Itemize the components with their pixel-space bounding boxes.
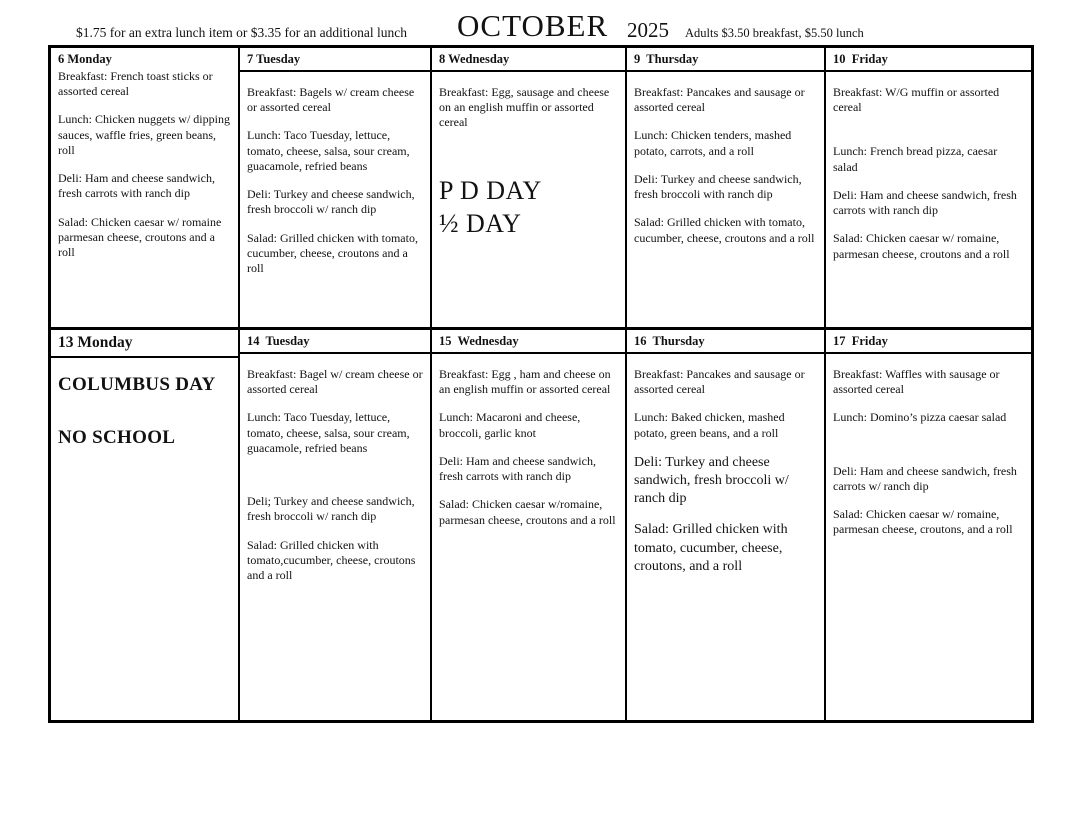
deli-menu: Deli: Ham and cheese sandwich, fresh carrots w/ ranch dip — [833, 463, 1017, 493]
deli-menu: Deli: Ham and cheese sandwich, fresh carrots with ranch dip — [439, 453, 596, 484]
day-cell-17-friday — [826, 330, 1031, 720]
document-header — [0, 0, 1080, 45]
salad-menu: Salad: Grilled chicken with tomato,cucumber, cheese, croutons and a roll — [247, 537, 416, 582]
lunch-menu: Lunch: Chicken nuggets w/ dipping sauces, waffle fries, green beans, roll — [58, 112, 230, 157]
day-label-7-tuesday: 7 Tuesday — [240, 51, 430, 72]
deli-menu: Deli: Turkey and cheese sandwich, fresh broccoli w/ ranch dip — [247, 187, 415, 217]
deli-menu: Deli: Turkey and cheese sandwich, fresh broccoli with ranch dip — [634, 171, 802, 202]
deli-menu: Deli; Turkey and cheese sandwich, fresh broccoli w/ ranch dip — [247, 494, 415, 524]
salad-menu: Salad: Chicken caesar w/ romaine parmesan cheese, croutons and a roll — [58, 214, 222, 259]
salad-menu: Salad: Grilled chicken with tomato, cucumber, cheese, croutons and a roll — [634, 215, 815, 245]
adult-price-note: Adults $3.50 breakfast, $5.50 lunch — [685, 26, 864, 40]
day-cell-14-tuesday — [240, 330, 432, 720]
deli-menu: Deli: Ham and cheese sandwich, fresh carrots with ranch dip — [833, 187, 1017, 218]
calendar-grid — [48, 45, 1034, 723]
pd-day-notice: P D DAY — [439, 175, 542, 205]
day-label-17-friday: 17 Friday — [826, 333, 1031, 354]
columbus-day-banner: COLUMBUS DAY — [58, 373, 216, 395]
salad-menu: Salad: Grilled chicken with tomato, cucumber, cheese, croutons and a roll — [247, 230, 418, 275]
day-cell-9-thursday — [627, 48, 826, 330]
day-label-8-wednesday: 8 Wednesday — [432, 51, 625, 72]
breakfast-menu: Breakfast: French toast sticks or assorted cereal — [58, 68, 213, 99]
breakfast-menu: Breakfast: Bagel w/ cream cheese or assorted cereal — [247, 366, 423, 397]
day-cell-13-monday — [51, 330, 240, 720]
breakfast-menu: Breakfast: Pancakes and sausage or assorted cereal — [634, 84, 805, 115]
no-school-banner: NO SCHOOL — [58, 427, 176, 449]
breakfast-menu: Breakfast: Egg , ham and cheese on an english muffin or assorted cereal — [439, 366, 611, 397]
day-cell-7-tuesday — [240, 48, 432, 330]
salad-menu: Salad: Chicken caesar w/ romaine, parmesan cheese, croutons and a roll — [833, 231, 1010, 261]
lunch-menu: Lunch: Macaroni and cheese, broccoli, garlic knot — [439, 410, 581, 440]
day-cell-16-thursday — [627, 330, 826, 720]
year-title: 2025 — [627, 18, 669, 42]
extra-lunch-price-note: $1.75 for an extra lunch item or $3.35 for an additional lunch — [76, 25, 408, 40]
salad-menu: Salad: Chicken caesar w/ romaine, parmesan cheese, croutons, and a roll — [833, 507, 1013, 537]
breakfast-menu: Breakfast: Egg, sausage and cheese on an english muffin or assorted cereal — [439, 84, 610, 130]
salad-menu: Salad: Grilled chicken with tomato, cucumber, cheese, croutons, and a roll — [634, 522, 788, 574]
lunch-menu: Lunch: Domino’s pizza caesar salad — [833, 410, 1007, 425]
deli-menu: Deli: Ham and cheese sandwich, fresh carrots with ranch dip — [58, 171, 215, 201]
day-cell-15-wednesday — [432, 330, 627, 720]
lunch-menu: Lunch: French bread pizza, caesar salad — [833, 144, 998, 174]
half-day-notice: ½ DAY — [439, 208, 522, 238]
day-label-10-friday: 10 Friday — [826, 51, 1031, 72]
day-label-6-monday: 6 Monday — [58, 52, 112, 66]
day-cell-6-monday — [51, 48, 240, 330]
lunch-menu: Lunch: Taco Tuesday, lettuce, tomato, cheese, salsa, sour cream, guacamole, refried beans — [247, 128, 410, 173]
breakfast-menu: Breakfast: Pancakes and sausage or assorted cereal — [634, 366, 805, 397]
salad-menu: Salad: Chicken caesar w/romaine, parmesan cheese, croutons and a roll — [439, 497, 616, 527]
day-label-13-monday: 13 Monday — [51, 333, 238, 358]
day-label-15-wednesday: 15 Wednesday — [432, 333, 625, 354]
day-label-9-thursday: 9 Thursday — [627, 51, 824, 72]
day-label-16-thursday: 16 Thursday — [627, 333, 824, 354]
breakfast-menu: Breakfast: Bagels w/ cream cheese or assorted cereal — [247, 84, 415, 115]
deli-menu: Deli: Turkey and cheese sandwich, fresh broccoli w/ ranch dip — [634, 454, 789, 507]
lunch-menu: Lunch: Taco Tuesday, lettuce, tomato, cheese, salsa, sour cream, guacamole, refried beans — [247, 410, 410, 455]
day-cell-10-friday — [826, 48, 1031, 330]
lunch-menu: Lunch: Chicken tenders, mashed potato, carrots, and a roll — [634, 128, 792, 158]
day-cell-8-wednesday — [432, 48, 627, 330]
day-label-14-tuesday: 14 Tuesday — [240, 333, 430, 354]
month-title: OCTOBER — [457, 8, 609, 43]
lunch-menu: Lunch: Baked chicken, mashed potato, green beans, and a roll — [634, 410, 785, 440]
breakfast-menu: Breakfast: W/G muffin or assorted cereal — [833, 84, 1000, 115]
breakfast-menu: Breakfast: Waffles with sausage or assorted cereal — [833, 366, 1000, 397]
